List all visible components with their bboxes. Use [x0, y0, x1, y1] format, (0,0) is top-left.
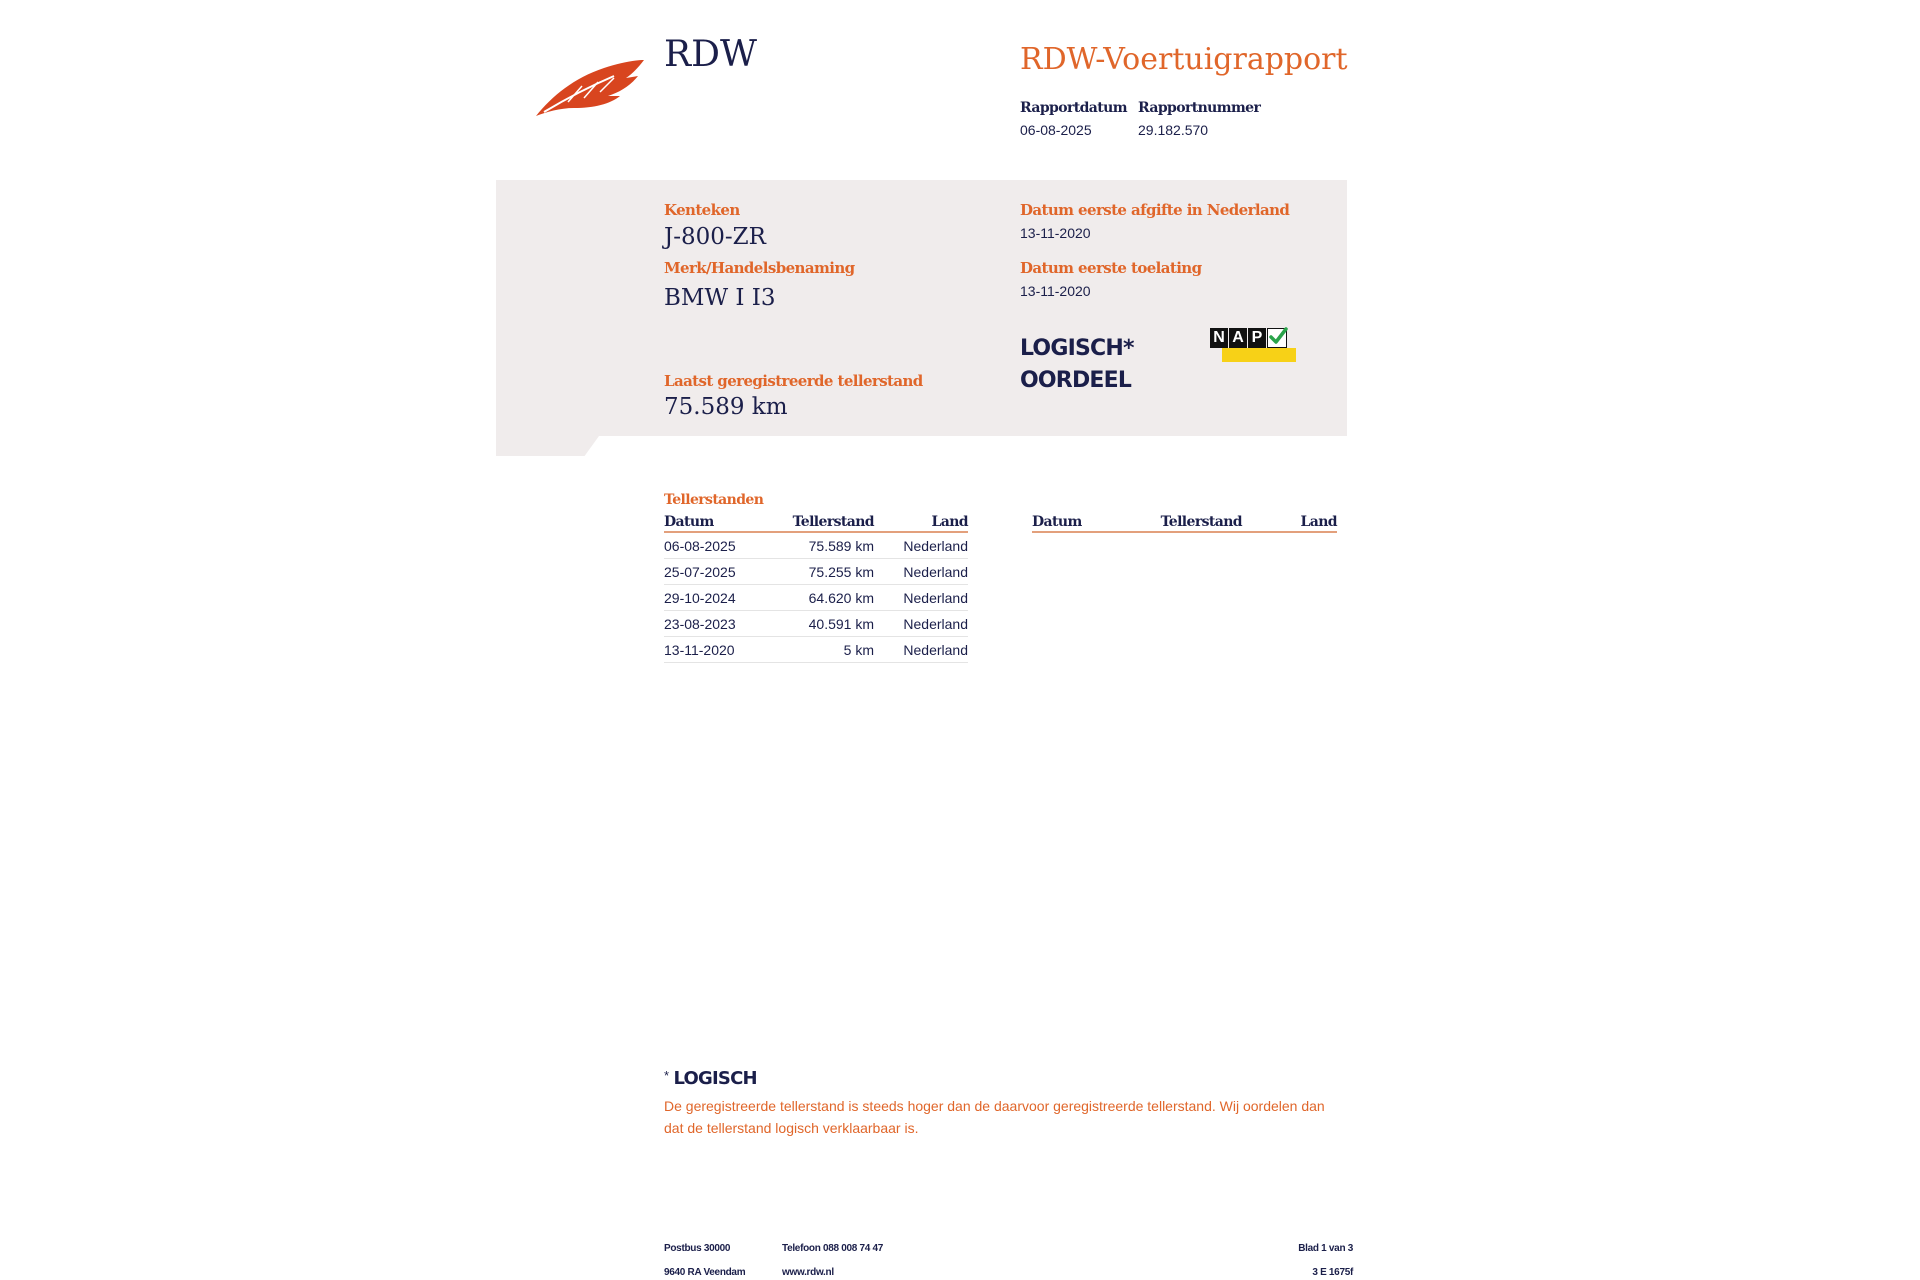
odometer-table-header — [664, 514, 968, 532]
col-datum: Datum — [664, 514, 774, 532]
row-reading: 75.589 km — [774, 532, 874, 559]
nap-letter-a: A — [1229, 328, 1247, 348]
report-date: 06-08-2025 — [1020, 122, 1092, 138]
row-date: 06-08-2025 — [664, 532, 774, 559]
row-date: 29-10-2024 — [664, 585, 774, 611]
first-admission-label: Datum eerste toelating — [1020, 259, 1202, 277]
report-number-label: Rapportnummer — [1138, 100, 1261, 116]
first-admission-value: 13-11-2020 — [1020, 283, 1091, 299]
footer-page: Blad 1 van 3 — [1298, 1243, 1353, 1254]
footer-address1: Postbus 30000 — [664, 1243, 731, 1254]
col-land: Land — [874, 514, 968, 532]
row-country: Nederland — [874, 585, 968, 611]
odometer-table-right — [1032, 514, 1337, 533]
nap-letter-p: P — [1248, 328, 1266, 348]
footer-website[interactable]: www.rdw.nl — [782, 1267, 834, 1278]
odometer-value: 75.589 km — [664, 394, 788, 420]
table-row — [664, 637, 968, 663]
explanation-asterisk: * — [664, 1068, 670, 1083]
explanation-heading — [664, 1068, 757, 1089]
col-tellerstand: Tellerstand — [774, 514, 874, 532]
checkmark-icon — [1268, 327, 1288, 347]
explanation-line1: De geregistreerde tellerstand is steeds hoger dan de daarvoor geregistreerde tellerstand. Wij oordelen dan — [664, 1098, 1325, 1114]
odometer-table — [664, 514, 968, 663]
row-reading: 40.591 km — [774, 611, 874, 637]
col-datum-right: Datum — [1032, 514, 1142, 532]
row-country: Nederland — [874, 637, 968, 663]
col-tellerstand-right: Tellerstand — [1142, 514, 1242, 532]
row-date: 13-11-2020 — [664, 637, 774, 663]
explanation-line2: dat de tellerstand logisch verklaarbaar is. — [664, 1120, 919, 1136]
row-country: Nederland — [874, 532, 968, 559]
table-row — [664, 559, 968, 585]
nap-check-box — [1267, 328, 1287, 348]
first-issue-nl-value: 13-11-2020 — [1020, 225, 1091, 241]
footer-code: 3 E 1675f — [1312, 1267, 1353, 1278]
verdict-line1: LOGISCH* — [1020, 336, 1134, 361]
col-land-right: Land — [1242, 514, 1337, 532]
table-row — [664, 532, 968, 559]
footer-phone: Telefoon 088 008 74 47 — [782, 1243, 884, 1254]
odometer-table-title: Tellerstanden — [664, 492, 764, 508]
first-issue-nl-label: Datum eerste afgifte in Nederland — [1020, 201, 1290, 219]
row-reading: 64.620 km — [774, 585, 874, 611]
verdict-line2: OORDEEL — [1020, 368, 1132, 393]
nap-yellow-bar — [1222, 348, 1296, 362]
nap-badge — [1210, 328, 1296, 364]
explanation-title: LOGISCH — [673, 1068, 757, 1089]
plate-label: Kenteken — [664, 201, 740, 219]
report-number: 29.182.570 — [1138, 122, 1209, 138]
table-row — [664, 585, 968, 611]
row-date: 25-07-2025 — [664, 559, 774, 585]
brand-value: BMW I I3 — [664, 285, 776, 311]
nap-letter-n: N — [1210, 328, 1228, 348]
plate-value: J-800-ZR — [664, 224, 766, 250]
row-country: Nederland — [874, 611, 968, 637]
panel-tab — [496, 436, 599, 456]
footer-address2: 9640 RA Veendam — [664, 1267, 746, 1278]
row-reading: 5 km — [774, 637, 874, 663]
row-reading: 75.255 km — [774, 559, 874, 585]
report-date-label: Rapportdatum — [1020, 100, 1127, 116]
rdw-logo-icon — [534, 56, 646, 118]
brand-label: Merk/Handelsbenaming — [664, 259, 855, 277]
row-date: 23-08-2023 — [664, 611, 774, 637]
odometer-label: Laatst geregistreerde tellerstand — [664, 372, 923, 390]
table-row — [664, 611, 968, 637]
odometer-table-right-header — [1032, 514, 1337, 532]
logo-text: RDW — [664, 34, 757, 75]
row-country: Nederland — [874, 559, 968, 585]
report-title: RDW-Voertuigrapport — [1020, 42, 1348, 77]
